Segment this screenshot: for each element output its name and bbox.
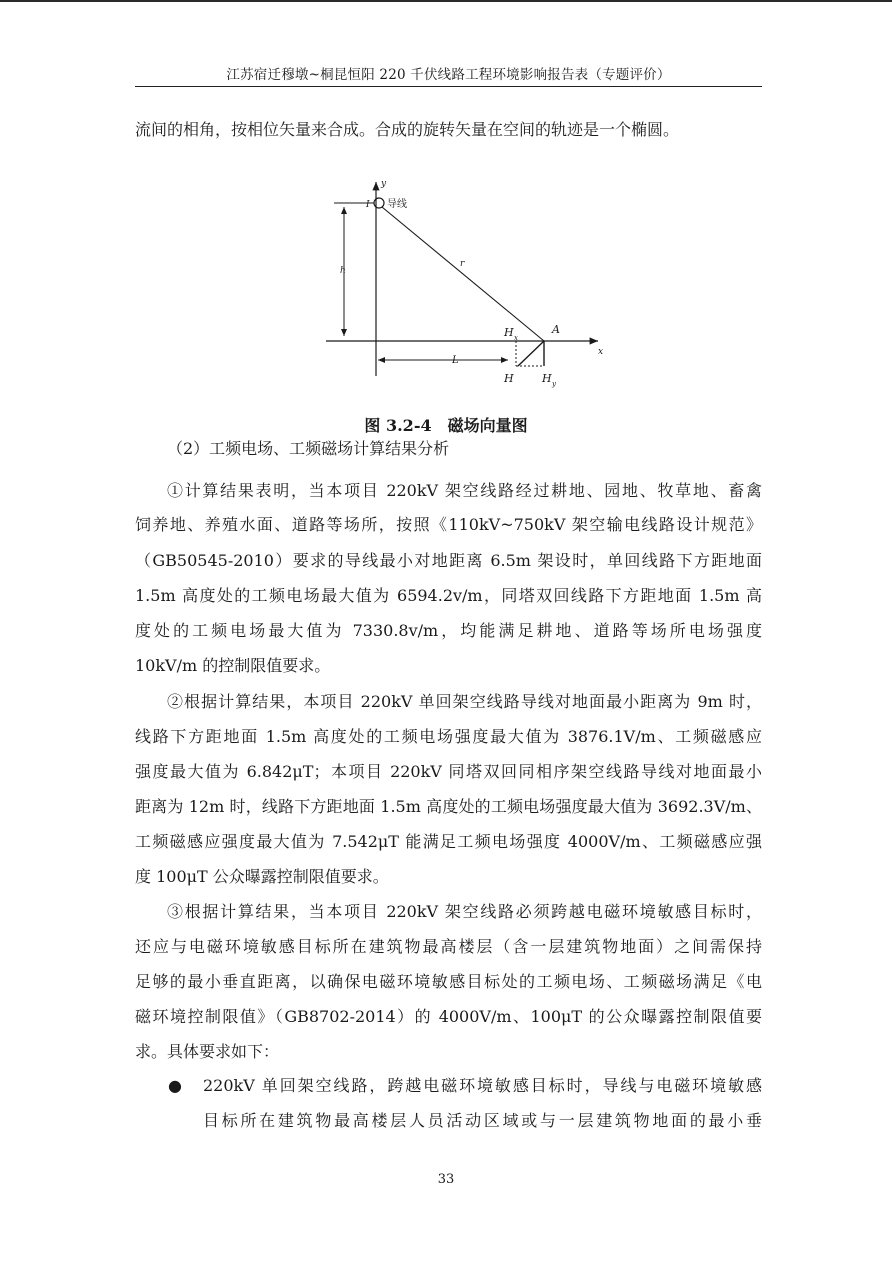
hx-subscript: x: [514, 334, 518, 342]
x-axis-label: x: [598, 347, 604, 357]
radius-label: r: [460, 259, 465, 269]
paragraph-1-line-2: 饲养地、养殖水面、道路等场所，按照《110kV~750kV 架空输电线路设计规范》: [135, 515, 762, 534]
y-axis-label: y: [381, 179, 387, 189]
paragraph-3-line-4: 磁环境控制限值》（GB8702-2014）的 4000V/m、100μT 的公众曝露控制限值要: [135, 1007, 762, 1026]
height-label: h: [340, 266, 346, 276]
paragraph-1-line-6: 10kV/m 的控制限值要求。: [135, 656, 331, 675]
h-total-label: H: [504, 372, 514, 385]
section-heading: （2）工频电场、工频磁场计算结果分析: [167, 439, 450, 458]
current-label: I: [366, 200, 370, 210]
paragraph-2-line-5: 工频磁感应强度最大值为 7.542μT 能满足工频电场强度 4000V/m、工频磁感应强: [135, 832, 762, 851]
paragraph-2-line-4: 距离为 12m 时，线路下方距地面 1.5m 高度处的工频电场强度最大值为 3692.3V/m、: [135, 797, 762, 816]
paragraph-3-line-5: 求。具体要求如下：: [135, 1042, 280, 1061]
paragraph-3-line-1: ③根据计算结果，当本项目 220kV 架空线路必须跨越电磁环境敏感目标时，: [167, 902, 762, 921]
bullet-line-1: 220kV 单回架空线路，跨越电磁环境敏感目标时，导线与电磁环境敏感: [203, 1076, 762, 1095]
figure-caption: 图 3.2-4 磁场向量图: [364, 416, 528, 435]
paragraph-1-line-3: （GB50545-2010）要求的导线最小对地距离 6.5m 架设时，单回线路下方距地面: [135, 551, 762, 570]
paragraph-1-line-5: 度处的工频电场最大值为 7330.8v/m，均能满足耕地、道路等场所电场强度: [135, 621, 762, 640]
bullet-line-2: 目标所在建筑物最高楼层人员活动区域或与一层建筑物地面的最小垂: [203, 1111, 762, 1130]
top-border: [0, 0, 892, 2]
distance-label: L: [452, 355, 459, 366]
paragraph-1-line-4: 1.5m 高度处的工频电场最大值为 6594.2v/m，同塔双回线路下方距地面 1.5m 高: [135, 586, 762, 605]
paragraph-2-line-1: ②根据计算结果，本项目 220kV 单回架空线路导线对地面最小距离为 9m 时，: [167, 692, 762, 711]
magnetic-vector-figure: [320, 176, 620, 396]
bullet-marker: ●: [168, 1076, 182, 1095]
hx-label: H: [504, 326, 514, 339]
paragraph-2-line-2: 线路下方距地面 1.5m 高度处的工频电场强度最大值为 3876.1V/m、工频磁感应: [135, 727, 762, 746]
intro-line: 流间的相角，按相位矢量来合成。合成的旋转矢量在空间的轨迹是一个椭圆。: [135, 120, 680, 139]
point-a-label: A: [552, 323, 560, 336]
paragraph-2-line-3: 强度最大值为 6.842μT；本项目 220kV 同塔双回同相序架空线路导线对地面最小: [135, 762, 762, 781]
paragraph-3-line-2: 还应与电磁环境敏感目标所在建筑物最高楼层（含一层建筑物地面）之间需保持: [135, 937, 762, 956]
radius-line: [382, 207, 544, 341]
page-number: 33: [437, 1172, 455, 1187]
paragraph-1-line-1: ①计算结果表明，当本项目 220kV 架空线路经过耕地、园地、牧草地、畜禽: [167, 481, 762, 500]
paragraph-3-line-3: 足够的最小垂直距离，以确保电磁环境敏感目标处的工频电场、工频磁场满足《电: [135, 972, 762, 991]
h-total-vector: [518, 341, 544, 366]
paragraph-2-line-6: 度 100μT 公众曝露控制限值要求。: [135, 867, 389, 886]
page-header: 江苏宿迁穆墩~桐昆恒阳 220 千伏线路工程环境影响报告表（专题评价）: [135, 63, 762, 87]
conductor-label: 导线: [387, 199, 407, 210]
hy-subscript: y: [552, 380, 556, 388]
hy-label: H: [542, 372, 552, 385]
